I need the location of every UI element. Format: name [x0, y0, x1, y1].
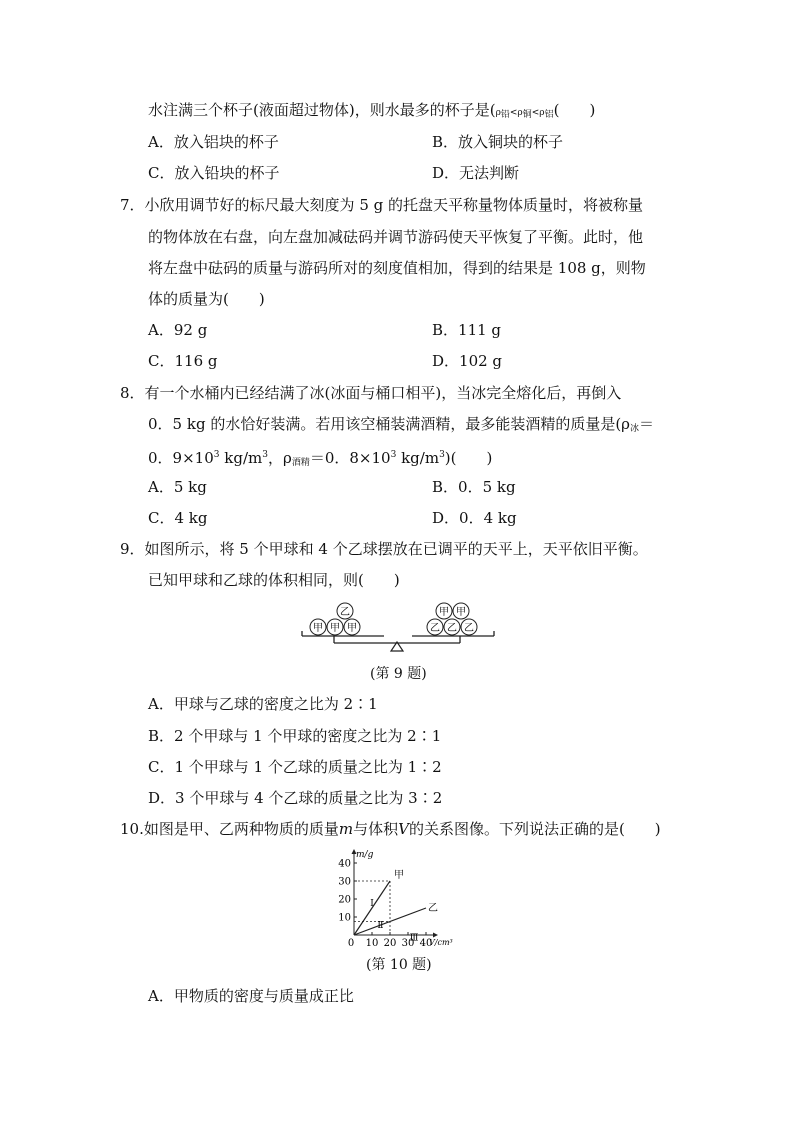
ball-yi: [461, 619, 477, 635]
y-axis-label: m/g: [356, 850, 374, 860]
svg-text:甲: 甲: [313, 623, 323, 634]
q9-option-a: A．甲球与乙球的密度之比为 2∶1: [148, 695, 378, 713]
balance-figure: [298, 598, 498, 654]
q9-option-c: C．1 个甲球与 1 个乙球的质量之比为 1∶2: [148, 758, 442, 776]
q7-option-a: A．92 g: [148, 321, 208, 339]
ball-jia: [327, 619, 343, 635]
region-label-1: Ⅰ: [370, 899, 374, 910]
x-tick-label: 30: [401, 938, 415, 949]
q9-stem-line-1: 9．如图所示，将 5 个甲球和 4 个乙球摆放在已调平的天平上，天平依旧平衡。: [120, 540, 648, 558]
ball-jia: [453, 603, 469, 619]
svg-text:乙: 乙: [340, 607, 350, 618]
svg-text:甲: 甲: [330, 623, 340, 634]
q6-stem: 水注满三个杯子(液面超过物体)，则水最多的杯子是(ρ铅<ρ铜<ρ铝( ): [148, 101, 596, 120]
ball-yi: [444, 619, 460, 635]
q10-option-a: A．甲物质的密度与质量成正比: [148, 987, 354, 1005]
q6-option-a: A．放入铝块的杯子: [148, 133, 279, 151]
q6-option-b: B．放入铜块的杯子: [432, 133, 564, 151]
ball-yi: [337, 603, 353, 619]
x-axis-label: V/cm³: [429, 938, 453, 947]
mass-volume-chart: [328, 842, 468, 950]
ball-jia: [310, 619, 326, 635]
q7-option-d: D．102 g: [432, 352, 503, 370]
q7-stem-line-2: 的物体放在右盘，向左盘加减砝码并调节游码使天平恢复了平衡。此时，他: [148, 228, 644, 246]
q10-caption: (第 10 题): [366, 957, 432, 973]
q9-option-d: D．3 个甲球与 4 个乙球的质量之比为 3∶2: [148, 789, 443, 807]
y-tick-label: 40: [338, 858, 351, 870]
q9-stem-line-2: 已知甲球和乙球的体积相同，则( ): [148, 571, 400, 589]
svg-text:甲: 甲: [439, 607, 449, 618]
q8-stem-line-1: 8．有一个水桶内已经结满了冰(冰面与桶口相平)，当冰完全熔化后，再倒入: [120, 384, 622, 402]
ball-yi: [427, 619, 443, 635]
q7-stem-line-1: 7．小欣用调节好的标尺最大刻度为 5 g 的托盘天平称量物体质量时，将被称量: [120, 196, 643, 214]
y-tick-label: 20: [338, 894, 351, 906]
x-axis-arrow: [433, 933, 438, 938]
y-tick-label: 30: [338, 876, 351, 888]
series-label-yi: 乙: [428, 903, 438, 914]
x-tick-label: 0: [347, 938, 355, 949]
q8-option-c: C．4 kg: [148, 509, 208, 527]
x-tick-label: 20: [383, 938, 397, 949]
q9-caption: (第 9 题): [370, 666, 427, 682]
q8-option-a: A．5 kg: [148, 478, 207, 496]
q7-stem-line-3: 将左盘中砝码的质量与游码所对的刻度值相加，得到的结果是 108 g，则物: [148, 259, 646, 277]
ball-jia: [344, 619, 360, 635]
q6-option-d: D．无法判断: [432, 164, 520, 182]
svg-text:甲: 甲: [347, 623, 357, 634]
svg-text:乙: 乙: [464, 623, 474, 634]
svg-text:乙: 乙: [430, 623, 440, 634]
q7-option-c: C．116 g: [148, 352, 218, 370]
q8-option-d: D．0．4 kg: [432, 509, 517, 527]
series-label-jia: 甲: [394, 870, 404, 881]
y-tick-label: 10: [338, 912, 351, 924]
q7-stem-line-4: 体的质量为( ): [148, 290, 265, 308]
q7-option-b: B．111 g: [432, 321, 502, 339]
svg-text:甲: 甲: [456, 607, 466, 618]
region-label-2: Ⅱ: [377, 920, 384, 931]
q10-stem: 10.如图是甲、乙两种物质的质量m与体积V的关系图像。下列说法正确的是( ): [120, 820, 661, 838]
ball-jia: [436, 603, 452, 619]
region-label-3: Ⅲ: [409, 933, 419, 944]
q8-option-b: B．0．5 kg: [432, 478, 516, 496]
q9-option-b: B．2 个甲球与 1 个甲球的密度之比为 2∶1: [148, 727, 442, 745]
q8-stem-line-3: 0．$9\times 10^3$ $kg/m^3$，$\rho_{酒精}=0$．$8\times 10^3$ $kg/m^3$)( ): [148, 449, 493, 468]
q6-option-c: C．放入铅块的杯子: [148, 164, 280, 182]
x-tick-label: 40: [419, 938, 433, 949]
svg-text:乙: 乙: [447, 623, 457, 634]
x-tick-label: 10: [365, 938, 379, 949]
q8-stem-line-2: 0．5 kg 的水恰好装满。若用该空桶装满酒精，最多能装酒精的质量是($\rho_冰=$: [148, 415, 655, 434]
